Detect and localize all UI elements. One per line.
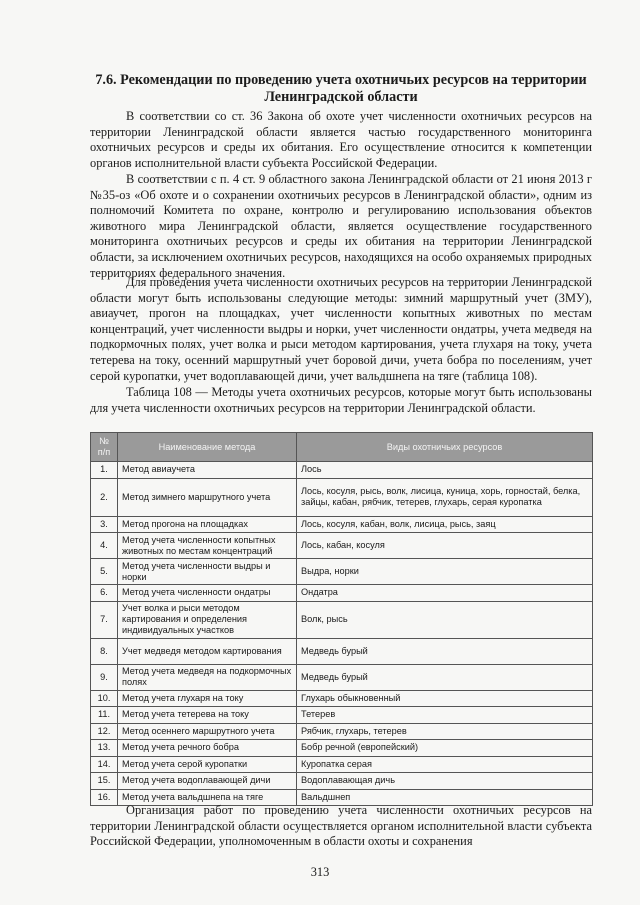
table-row [91, 773, 593, 790]
row-number: 7. [91, 601, 118, 638]
row-number: 4. [91, 533, 118, 559]
row-species: Лось, косуля, кабан, волк, лисица, рысь, заяц [297, 516, 593, 533]
row-method: Метод учета численности выдры и норки [118, 559, 297, 585]
row-method: Метод учета тетерева на току [118, 707, 297, 724]
paragraph-methods: Для проведения учета численности охотничьих ресурсов на территории Ленинградской области могут быть использованы следующие методы: зимний маршрутный учет (ЗМУ), авиаучет, прогон на площадках, учет численности копытных животных по местам концентраций, учет численности выдры и норки, учет численности ондатры, учета медведя на подкормочных полях, учет волка и рыси методом картирования, учета глухаря на току, учета тетерева на току, осенний маршрутный учет боровой дичи, учета бобра по поселениям, учет серой куропатки, учет водоплавающей дичи, учет вальдшнепа на тяге (таблица 108). [90, 275, 592, 383]
table-row [91, 516, 593, 533]
row-species: Медведь бурый [297, 638, 593, 664]
row-method: Метод учета глухаря на току [118, 690, 297, 707]
row-number: 3. [91, 516, 118, 533]
row-species: Лось [297, 462, 593, 479]
page-number: 313 [310, 865, 330, 879]
table-row [91, 690, 593, 707]
row-species: Медведь бурый [297, 664, 593, 690]
header-species: Виды охотничьих ресурсов [297, 433, 593, 462]
row-species: Тетерев [297, 707, 593, 724]
row-species: Вальдшнеп [297, 789, 593, 806]
table-row [91, 707, 593, 724]
row-species: Глухарь обыкновенный [297, 690, 593, 707]
row-method: Метод осеннего маршрутного учета [118, 723, 297, 740]
row-number: 10. [91, 690, 118, 707]
row-method: Метод зимнего маршрутного учета [118, 478, 297, 516]
table-row [91, 478, 593, 516]
row-species: Лось, кабан, косуля [297, 533, 593, 559]
paragraph-legal-basis: В соответствии со ст. 36 Закона об охоте учет численности охотничьих ресурсов на территории Ленинградской области является частью государственного мониторинга охотничьих ресурсов и среды их обитания. Его осуществление относится к компетенции органов исполнительной власти субъекта Российской Федерации. [90, 109, 592, 170]
row-method: Метод учета численности ондатры [118, 585, 297, 602]
section-heading-line-2: Ленинградской области [264, 89, 418, 105]
row-number: 2. [91, 478, 118, 516]
row-method: Метод учета серой куропатки [118, 756, 297, 773]
row-method: Учет медведя методом картирования [118, 638, 297, 664]
row-method: Метод учета медведя на подкормочных полях [118, 664, 297, 690]
row-method: Метод авиаучета [118, 462, 297, 479]
row-species: Бобр речной (европейский) [297, 740, 593, 757]
row-number: 6. [91, 585, 118, 602]
section-heading [90, 72, 592, 106]
row-species: Рябчик, глухарь, тетерев [297, 723, 593, 740]
table-row [91, 723, 593, 740]
row-number: 9. [91, 664, 118, 690]
row-species: Волк, рысь [297, 601, 593, 638]
row-species: Выдра, норки [297, 559, 593, 585]
table-caption: Таблица 108 — Методы учета охотничьих ресурсов, которые могут быть использованы для учета численности охотничьих ресурсов на территории Ленинградской области. [90, 385, 592, 415]
row-method: Метод прогона на площадках [118, 516, 297, 533]
header-number: № п/п [91, 433, 118, 462]
table-row [91, 585, 593, 602]
row-number: 11. [91, 707, 118, 724]
row-species: Куропатка серая [297, 756, 593, 773]
row-number: 8. [91, 638, 118, 664]
table-row [91, 740, 593, 757]
methods-table [90, 432, 593, 806]
table-row [91, 664, 593, 690]
row-method: Метод учета речного бобра [118, 740, 297, 757]
table-row [91, 601, 593, 638]
section-heading-line-1: 7.6. Рекомендации по проведению учета охотничьих ресурсов на территории [95, 72, 587, 88]
table-row [91, 533, 593, 559]
paragraph-organization: Организация работ по проведению учета численности охотничьих ресурсов на территории Ленинградской области осуществляется органом исполнительной власти субъекта Российской Федерации, уполномоченным в области охоты и сохранения [90, 803, 592, 849]
table-header-row [91, 433, 593, 462]
row-method: Метод учета вальдшнепа на тяге [118, 789, 297, 806]
row-species: Лось, косуля, рысь, волк, лисица, куница, хорь, горностай, белка, зайцы, кабан, рябчик, тетерев, глухарь, серая куропатка [297, 478, 593, 516]
row-number: 13. [91, 740, 118, 757]
row-method: Учет волка и рыси методом картирования и определения индивидуальных участков [118, 601, 297, 638]
row-number: 12. [91, 723, 118, 740]
header-method: Наименование метода [118, 433, 297, 462]
table-row [91, 462, 593, 479]
row-number: 16. [91, 789, 118, 806]
table-row [91, 756, 593, 773]
row-method: Метод учета численности копытных животных по местам концентраций [118, 533, 297, 559]
row-species: Ондатра [297, 585, 593, 602]
row-method: Метод учета водоплавающей дичи [118, 773, 297, 790]
table-row [91, 638, 593, 664]
row-number: 5. [91, 559, 118, 585]
row-species: Водоплавающая дичь [297, 773, 593, 790]
row-number: 1. [91, 462, 118, 479]
row-number: 14. [91, 756, 118, 773]
paragraph-regional-law: В соответствии с п. 4 ст. 9 областного закона Ленинградской области от 21 июня 2013 г №35-оз «Об охоте и о сохранении охотничьих ресурсов в Ленинградской области», одним из полномочий Комитета по охране, контролю и регулированию использования объектов животного мира Ленинградской области, является осуществление государственного мониторинга охотничьих ресурсов и среды их обитания на территории Ленинградской области, за исключением охотничьих ресурсов, находящихся на особо охраняемых природных территориях федерального значения. [90, 172, 592, 280]
row-number: 15. [91, 773, 118, 790]
table-row [91, 559, 593, 585]
